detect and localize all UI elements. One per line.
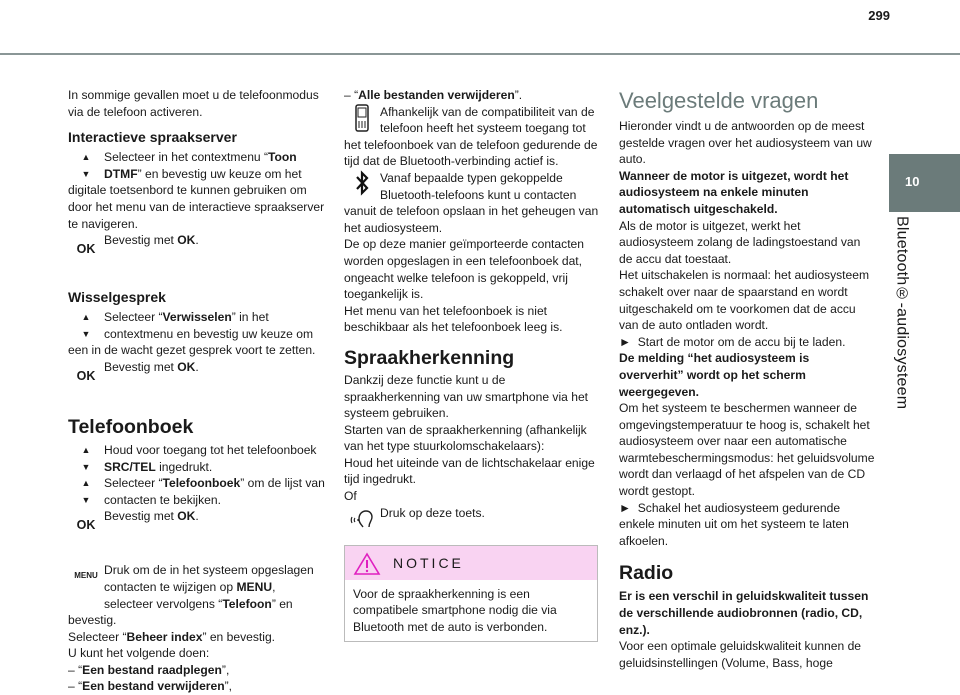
text-bold: OK — [177, 233, 196, 248]
heading-interactive-voice-server: Interactieve spraakserver — [68, 129, 237, 146]
book-step-1 — [68, 442, 326, 475]
book-step-2 — [68, 475, 326, 508]
text: Druk op deze toets. — [380, 505, 485, 520]
text: Het uitschakelen is normaal: het audiosysteem schakelt over naar de spaarstand en wordt uitgeschakeld om te voorkomen dat de accu van de auto ontladen wordt. — [619, 268, 870, 333]
text: Start de motor om de accu bij te laden. — [637, 334, 846, 349]
chapter-title: Bluetooth®-audiosysteem — [893, 216, 911, 410]
notice-header — [345, 546, 597, 580]
heading-voice-recognition: Spraakherkenning — [344, 346, 515, 369]
question: Wanneer de motor is uitgezet, wordt het audiosysteem na enkele minuten automatisch uitgeschakeld. — [619, 168, 849, 216]
voice-button-step — [344, 505, 602, 522]
text: ” en bevestig. — [202, 629, 276, 644]
header-rule — [0, 53, 960, 55]
text-bold: Toon DTMF — [104, 150, 297, 181]
question: De melding “het audiosysteem is oververhit” wordt op het scherm weergegeven. — [619, 351, 810, 399]
text-bold: Een bestand raadplegen — [82, 662, 222, 677]
swap-step — [68, 309, 326, 359]
text: Vanaf bepaalde typen gekoppelde Bluetooth-telefoons kunt u contacten vanuit de telefoon opslaan in het geheugen van het audiosysteem. — [344, 170, 599, 235]
text: De op deze manier geïmporteerde contacten worden opgeslagen in een telefoonboek dat, ongeacht welke telefoon is gekoppeld, vrij toegankelijk is. — [344, 237, 585, 302]
up-down-arrows-icon: ▲ ▼ — [81, 478, 91, 505]
text: , selecteer vervolgens “ — [104, 579, 276, 611]
text-bold: MENU — [236, 579, 273, 594]
text-bold: Beheer index — [126, 629, 203, 644]
text: ” en bevestig. — [68, 596, 293, 628]
text-bold: Telefoon — [222, 596, 272, 611]
bluetooth-note — [344, 170, 602, 236]
text-bold: Verwisselen — [162, 310, 232, 325]
text-bold: Telefoonboek — [162, 476, 241, 491]
page-number: 299 — [868, 8, 890, 23]
text: Dankzij deze functie kunt u de spraakherkenning van uw smartphone via het systeem gebruiken. — [344, 372, 589, 421]
list-item: – “Een bestand verwijderen”, — [68, 679, 233, 694]
text: ingedrukt. — [155, 459, 213, 474]
question: Er is een verschil in geluidskwaliteit tussen de verschillende audiobronnen (radio, CD, enz.). — [619, 589, 869, 637]
text: Hieronder vindt u de antwoorden op de meest gestelde vragen over het audiosysteem van uw auto. — [619, 119, 872, 167]
text: . — [195, 359, 199, 374]
text: Starten van de spraakherkenning (afhankelijk van het type stuurkolomschakelaars): — [344, 422, 587, 454]
heading-phonebook: Telefoonboek — [68, 415, 194, 438]
text: Houd voor toegang tot het telefoonboek — [104, 442, 317, 457]
ok-icon: OK — [76, 518, 96, 533]
text: . — [195, 509, 199, 524]
text: Als de motor is uitgezet, werkt het audiosysteem zolang de ladingstoestand van de accu dat toestaat. — [619, 218, 861, 266]
menu-icon: MENU — [74, 571, 98, 581]
confirm-step — [68, 508, 326, 533]
text: Bevestig met — [104, 359, 178, 374]
bullet-arrow-icon: ► — [619, 334, 638, 349]
notice-title: NOTICE — [393, 554, 464, 571]
text: Voor een optimale geluidskwaliteit kunnen de geluidsinstellingen (Volume, Bass, hoge — [619, 639, 862, 670]
text: Of — [344, 489, 357, 504]
text: . — [195, 233, 199, 248]
text: Selecteer “ — [104, 310, 163, 325]
chapter-tab[interactable] — [889, 154, 960, 212]
notice-text: Voor de spraakherkenning is een compatibele smartphone nodig die via Bluetooth met de auto is verbonden. — [353, 586, 557, 634]
menu-step — [68, 562, 326, 628]
warning-triangle-icon — [353, 552, 381, 576]
text: Selecteer “ — [68, 629, 127, 644]
heading-faq: Veelgestelde vragen — [619, 88, 819, 113]
text: Selecteer in het contextmenu “ — [104, 150, 269, 165]
column-2 — [344, 87, 602, 642]
list-item: – “Alle bestanden verwijderen”. — [344, 88, 523, 102]
text: ” om de lijst van contacten te bekijken. — [104, 476, 325, 507]
text: Schakel het audiosysteem gedurende enkele minuten uit om het systeem te laten afkoelen. — [619, 500, 849, 548]
chapter-number: 10 — [905, 174, 920, 189]
column-1 — [68, 87, 326, 695]
bluetooth-icon — [344, 170, 380, 203]
intro-text: In sommige gevallen moet u de telefoonmodus via de telefoon activeren. — [68, 88, 319, 119]
text: Druk om de in het systeem opgeslagen contacten te wijzigen op — [104, 563, 314, 594]
text: Bevestig met — [104, 509, 178, 524]
voice-command-icon — [344, 505, 380, 533]
text: Selecteer “ — [104, 476, 163, 491]
ok-icon: OK — [76, 242, 96, 257]
text: Bevestig met — [104, 233, 178, 248]
up-down-arrows-icon: ▲ ▼ — [81, 152, 91, 179]
text-bold: Alle bestanden verwijderen — [358, 88, 515, 102]
text: ” in het contextmenu en bevestig uw keuze om een in de wacht gezet gesprek voort te zetten. — [68, 310, 316, 358]
text: Om het systeem te beschermen wanneer de omgevingstemperatuur te hoog is, schakelt het audiosysteem over naar een automatische warmtebeschermingsmodus: het geluidsvolume wordt dan verlaagd of het afspelen van de CD wordt gestopt. — [619, 401, 875, 499]
text: Het menu van het telefoonboek is niet beschikbaar als het telefoonboek leeg is. — [344, 303, 563, 335]
column-3 — [619, 87, 877, 671]
ivr-step — [68, 149, 326, 232]
text-bold: OK — [177, 359, 196, 374]
text: Houd het uiteinde van de lichtschakelaar enige tijd ingedrukt. — [344, 455, 595, 487]
up-down-arrows-icon: ▲ ▼ — [81, 312, 91, 339]
confirm-step — [68, 232, 326, 257]
text-bold: Een bestand verwijderen — [82, 679, 225, 694]
text-bold: OK — [177, 509, 196, 524]
confirm-step — [68, 359, 326, 383]
text: ” en bevestig uw keuze om het digitale toetsenbord te kunnen gebruiken om door het menu van de interactieve spraakserver te navigeren. — [68, 166, 325, 231]
phone-icon — [344, 104, 380, 137]
bullet-arrow-icon: ► — [619, 500, 638, 515]
ok-icon: OK — [76, 368, 96, 383]
notice-box — [344, 545, 598, 643]
text-bold: SRC/TEL — [104, 459, 156, 474]
text: U kunt het volgende doen: — [68, 646, 210, 661]
heading-radio: Radio — [619, 562, 674, 585]
phone-note — [344, 104, 602, 170]
text: Afhankelijk van de compatibiliteit van de telefoon heeft het systeem toegang tot het telefoonboek van de telefoon gedurende de tijd dat de Bluetooth-verbinding actief is. — [344, 104, 598, 169]
heading-call-swap: Wisselgesprek — [68, 289, 166, 306]
up-down-arrows-icon: ▲ ▼ — [81, 444, 91, 472]
list-item: – “Een bestand raadplegen”, — [68, 662, 230, 677]
